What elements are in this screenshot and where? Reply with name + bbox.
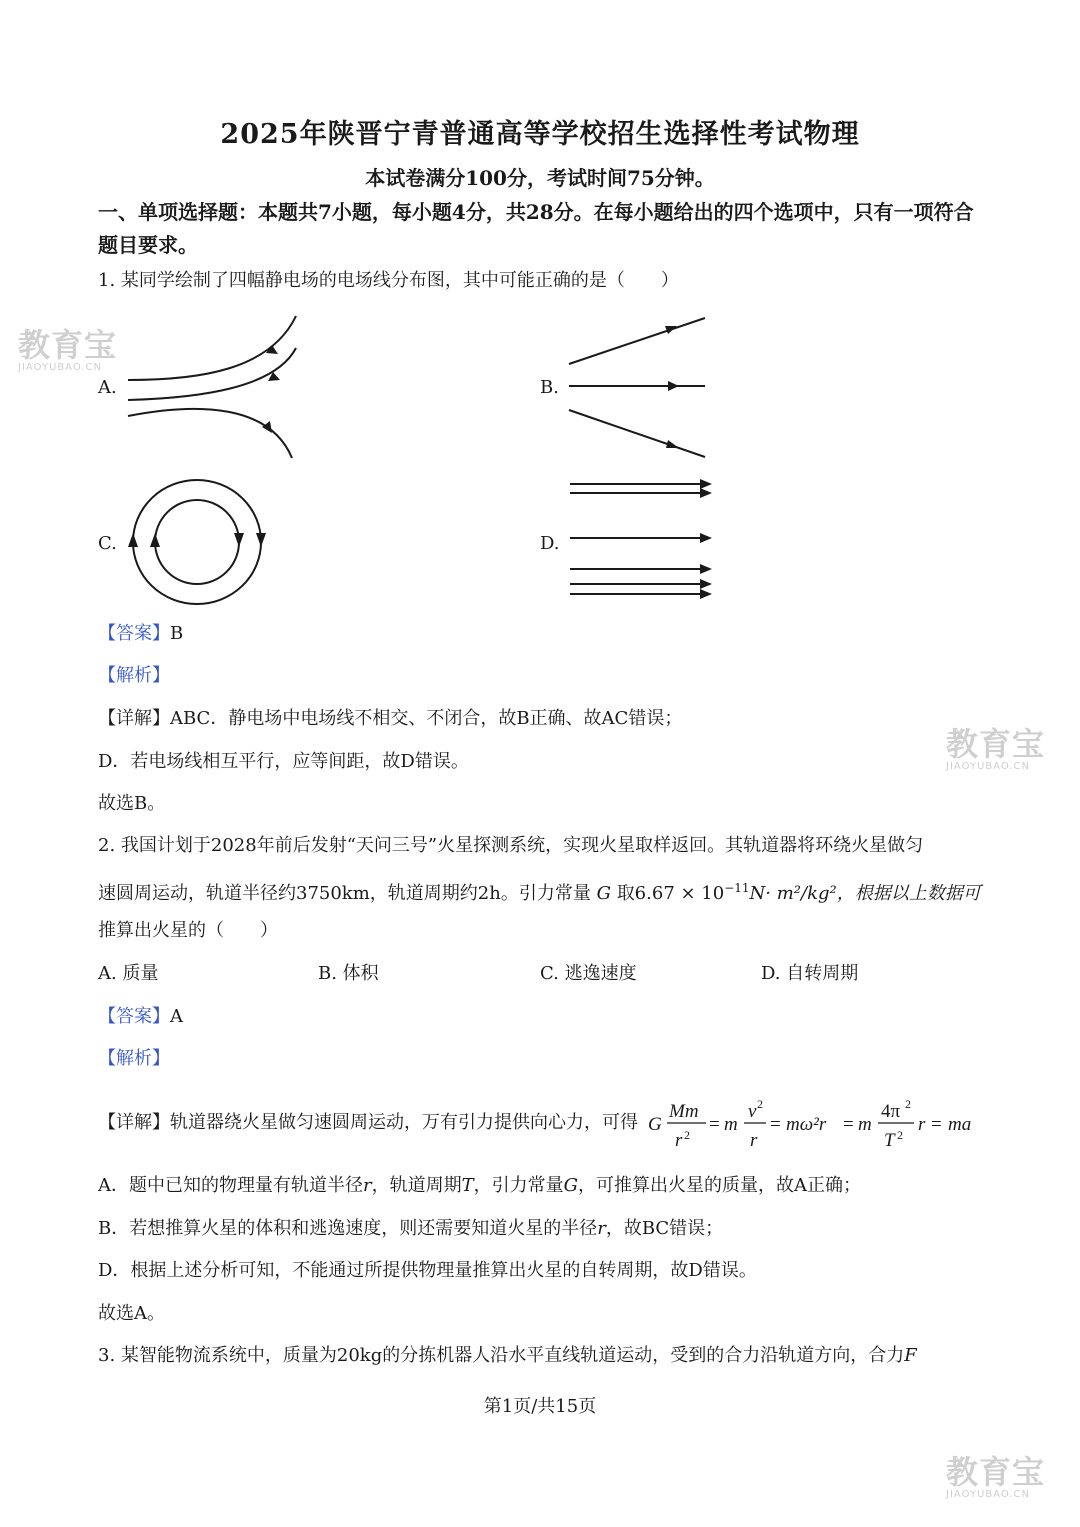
watermark-url: JIAOYUBAO.CN <box>946 761 1030 772</box>
answer-value: B <box>170 623 184 644</box>
arrow-c-outer-right <box>256 533 266 547</box>
text: A．题中已知的物理量有轨道半径 <box>98 1175 363 1196</box>
answer-value: A <box>170 1006 183 1027</box>
watermark-left <box>18 328 117 374</box>
q2-line-a <box>98 1174 861 1198</box>
formula-v: v <box>748 1101 757 1122</box>
q1-detail-2: D．若电场线相互平行，应等间距，故D错误。 <box>98 751 469 772</box>
q2-conclusion: 故选A。 <box>98 1303 165 1324</box>
question-2-stem-3: 推算出火星的（ ） <box>98 920 278 941</box>
figure-a-field-lines <box>120 310 310 465</box>
arrow-d4 <box>700 564 712 574</box>
q2-detail-intro <box>98 1111 638 1135</box>
formula-eq-3: = <box>843 1114 854 1135</box>
arrow-b3 <box>666 440 679 448</box>
var-f: F <box>904 1345 917 1366</box>
option-d-label: D. <box>540 533 560 554</box>
text: 3. 某智能物流系统中，质量为20kg的分拣机器人沿水平直线轨道运动，受到的合力沿轨道方向，合力 <box>98 1345 905 1366</box>
var-g: G <box>596 883 611 904</box>
var-r: r <box>363 1175 372 1196</box>
formula-mw2r: mω²r <box>786 1114 827 1135</box>
question-3-stem-1 <box>98 1344 917 1368</box>
arrow-d1 <box>700 479 712 489</box>
stem-units: N· m²/kg²，根据以上数据可 <box>749 883 981 904</box>
field-line-b1 <box>569 318 705 364</box>
question-2-stem-1: 2. 我国计划于2028年前后发射“天问三号”火星探测系统，实现火星取样返回。其轨道器将环绕火星做匀 <box>98 835 924 856</box>
detail-tag: 【详解】 <box>98 1112 170 1133</box>
figure-b-field-lines <box>565 312 710 462</box>
formula-eq-4: = <box>931 1114 942 1135</box>
stem-text: 取6.67 × 10 <box>616 883 725 904</box>
watermark-text: 教育宝 <box>18 326 118 364</box>
field-line-a3 <box>128 409 292 458</box>
q2-line-b <box>98 1217 723 1241</box>
formula-pi-sq: 2 <box>905 1097 911 1111</box>
formula-t-sq: 2 <box>897 1128 903 1142</box>
arrow-d6 <box>700 589 712 599</box>
figure-c-field-lines <box>128 475 268 610</box>
formula-ma: ma <box>948 1114 972 1135</box>
text: ，引力常量 <box>473 1175 564 1196</box>
formula-r-den-2: r <box>750 1130 758 1151</box>
watermark-url: JIAOYUBAO.CN <box>946 1489 1030 1500</box>
field-line-a2 <box>128 348 296 400</box>
q2-line-d: D．根据上述分析可知，不能通过所提供物理量推算出火星的自转周期，故D错误。 <box>98 1260 757 1281</box>
watermark-right <box>946 727 1045 773</box>
text: ，轨道周期 <box>371 1175 462 1196</box>
formula-r-sq: 2 <box>684 1128 690 1142</box>
formula-g: G <box>648 1114 662 1135</box>
text: ，可推算出火星的质量，故A正确； <box>578 1175 862 1196</box>
figure-d-field-lines <box>568 476 716 610</box>
exponent: −11 <box>724 881 750 895</box>
watermark-text: 教育宝 <box>946 725 1046 763</box>
formula-eq-1: = <box>709 1114 720 1135</box>
formula-v-sq: 2 <box>757 1097 763 1111</box>
arrow-d5 <box>700 579 712 589</box>
gravitation-formula <box>648 1095 988 1155</box>
stem-text: 速圆周运动，轨道半径约3750km，轨道周期约2h。引力常量 <box>98 883 591 904</box>
option-b-label: B. <box>540 377 559 398</box>
detail-text: ABC．静电场中电场线不相交、不闭合，故B正确、故AC错误； <box>170 708 683 729</box>
arrow-c-outer-left <box>128 533 138 547</box>
watermark-text: 教育宝 <box>946 1453 1046 1491</box>
exam-title: 2025年陕晋宁青普通高等学校招生选择性考试物理 <box>220 119 860 150</box>
formula-m-1: m <box>724 1114 738 1135</box>
detail-tag: 【详解】 <box>98 708 170 729</box>
exam-subtitle: 本试卷满分100分，考试时间75分钟。 <box>365 166 715 190</box>
arrow-d2 <box>700 488 712 498</box>
var-g: G <box>563 1175 579 1196</box>
arrow-b1 <box>665 326 677 334</box>
question-1-stem: 1. 某同学绘制了四幅静电场的电场线分布图，其中可能正确的是（ ） <box>98 270 679 291</box>
section-heading: 一、单项选择题：本题共7小题，每小题4分，共28分。在每小题给出的四个选项中，只有一项符合题目要求。 <box>98 200 974 257</box>
page-footer: 第1页/共15页 <box>483 1396 597 1417</box>
text: ，故BC错误； <box>605 1218 724 1239</box>
analysis-tag: 【解析】 <box>98 1048 170 1069</box>
formula-mm: Mm <box>669 1101 699 1122</box>
detail-text: 轨道器绕火星做匀速圆周运动，万有引力提供向心力，可得 <box>170 1112 638 1133</box>
watermark-url: JIAOYUBAO.CN <box>18 362 102 373</box>
q1-analysis-tag <box>98 664 170 688</box>
formula-m-2: m <box>858 1114 872 1135</box>
answer-tag: 【答案】 <box>98 623 170 644</box>
arrow-c-inner-left <box>150 533 160 547</box>
question-2-stem-2 <box>98 876 981 906</box>
option-a-label: A. <box>98 377 117 398</box>
watermark-bottom <box>946 1455 1045 1501</box>
formula-4pi: 4π <box>881 1101 901 1122</box>
q1-answer <box>98 622 183 646</box>
answer-tag: 【答案】 <box>98 1006 170 1027</box>
analysis-tag: 【解析】 <box>98 665 170 686</box>
var-r: r <box>597 1218 606 1239</box>
q2-analysis-tag <box>98 1047 170 1071</box>
q2-option-a: A. 质量 <box>98 963 159 984</box>
option-c-label: C. <box>98 533 117 554</box>
q2-answer <box>98 1005 183 1029</box>
formula-r-den: r <box>675 1130 683 1151</box>
q2-option-b: B. 体积 <box>318 963 379 984</box>
arrow-c-inner-right <box>234 533 244 547</box>
formula-r-3: r <box>918 1114 926 1135</box>
inner-loop <box>155 500 239 584</box>
text: B．若想推算火星的体积和逃逸速度，则还需要知道火星的半径 <box>98 1218 598 1239</box>
formula-t: T <box>884 1130 895 1151</box>
field-line-b3 <box>569 410 705 457</box>
formula-eq-2: = <box>770 1114 781 1135</box>
var-t: T <box>461 1175 474 1196</box>
q2-option-c: C. 逃逸速度 <box>540 963 637 984</box>
arrow-b2 <box>668 381 679 391</box>
arrow-a3 <box>262 421 272 433</box>
q2-option-d: D. 自转周期 <box>761 963 859 984</box>
arrow-d3 <box>700 533 712 543</box>
q1-conclusion: 故选B。 <box>98 793 166 814</box>
q1-detail-1 <box>98 707 682 731</box>
